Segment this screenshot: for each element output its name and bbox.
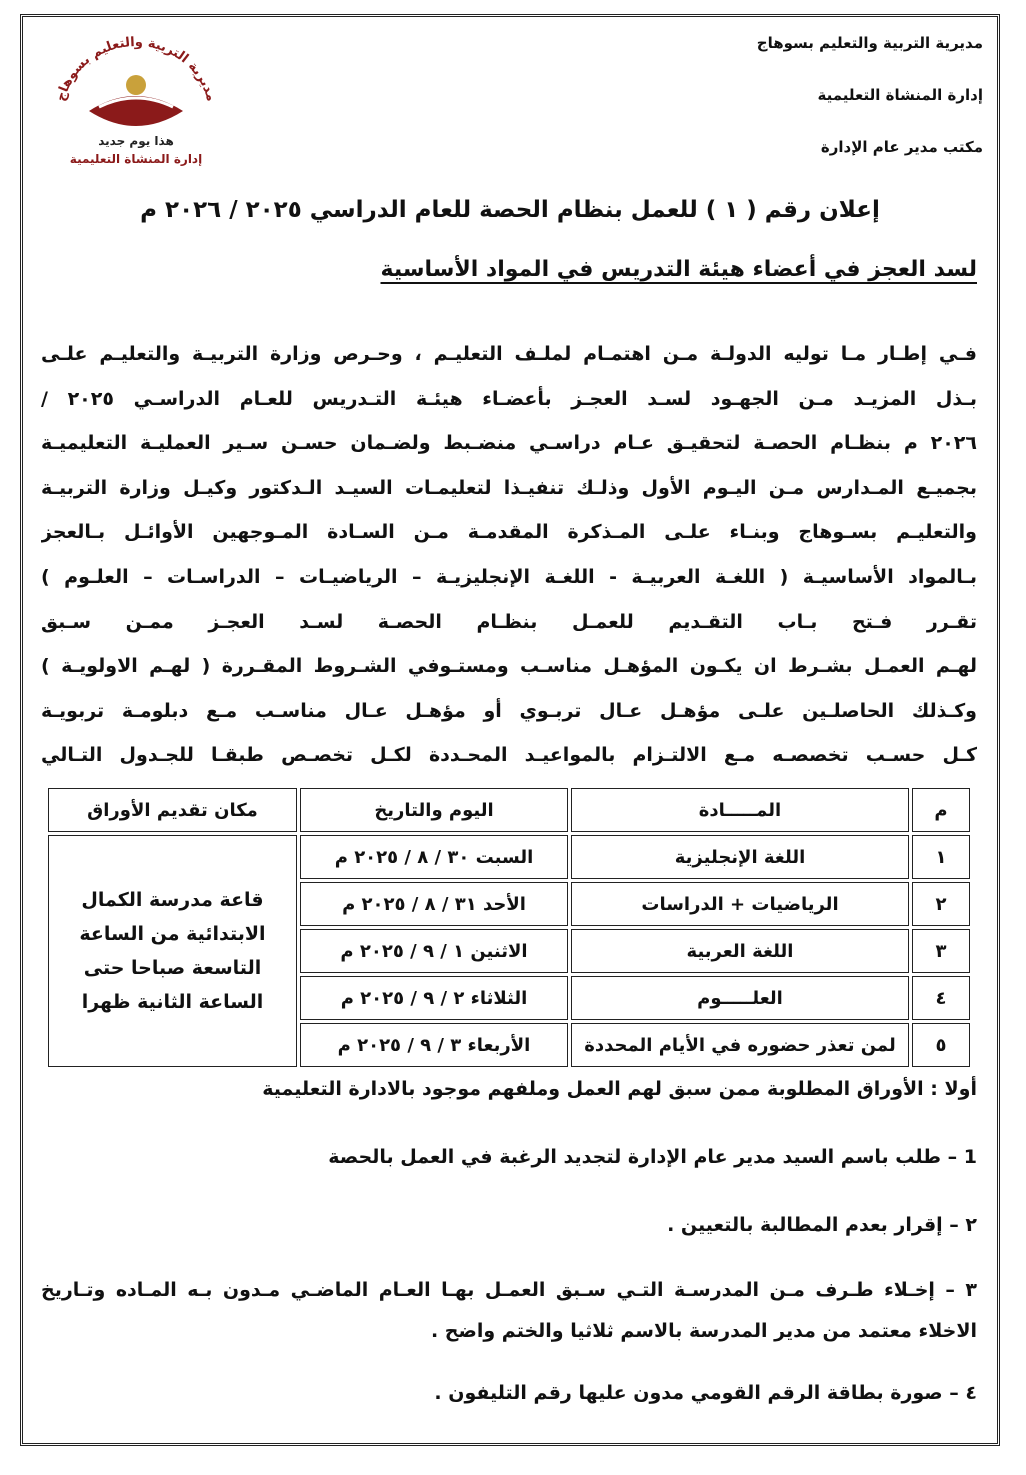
row-num: ٣ (912, 929, 970, 973)
letterhead (623, 25, 983, 181)
body-line: كـل حسـب تخصصـه مـع الالتـزام بالمواعيـد المحـددة لكـل تخصـص طبقـا للجـدول التـالي (41, 744, 977, 767)
row-num: ٢ (912, 882, 970, 926)
body-line: والتعليـم بسـوهاج وبنـاء علـى المـذكرة المقدمـة مـن السـادة المـوجهين الأوائـل بـالعجز (41, 521, 977, 544)
row-date: الأحد ٣١ / ٨ / ٢٠٢٥ م (300, 882, 568, 926)
document-page (20, 14, 1000, 1446)
announcement-subtitle: لسد العجز في أعضاء هيئة التدريس في المواد الأساسية (380, 257, 977, 282)
header-subject: المـــــادة (571, 788, 909, 832)
body-line: وكـذلك الحاصلـين علـى مؤهـل عـال تربـوي أو مؤهـل عـال مناسـب مـع دبلومـة تربويـة (41, 699, 977, 722)
row-subject: العلـــــوم (571, 976, 909, 1020)
header-date: اليوم والتاريخ (300, 788, 568, 832)
announcement-title: إعلان رقم ( ١ ) للعمل بنظام الحصة للعام الدراسي ٢٠٢٥ / ٢٠٢٦ م (140, 197, 880, 223)
row-date: الاثنين ١ / ٩ / ٢٠٢٥ م (300, 929, 568, 973)
requirements-heading: أولا : الأوراق المطلوبة ممن سبق لهم العمل وملفهم موجود بالادارة التعليمية (262, 1078, 977, 1100)
submission-place: قاعة مدرسة الكمال الابتدائية من الساعة التاسعة صباحا حتى الساعة الثانية ظهرا (48, 835, 297, 1067)
requirement-item: 1 – طلب باسم السيد مدير عام الإدارة لتجديد الرغبة في العمل بالحصة (328, 1146, 977, 1168)
requirement-item: ٢ – إقرار بعدم المطالبة بالتعيين . (667, 1214, 977, 1236)
row-num: ١ (912, 835, 970, 879)
row-subject: لمن تعذر حضوره في الأيام المحددة (571, 1023, 909, 1067)
requirement-item: ٤ – صورة بطاقة الرقم القومي مدون عليها رقم التليفون . (434, 1382, 977, 1404)
administration-name: إدارة المنشاة التعليمية (817, 86, 983, 104)
body-line: لهـم العمـل بشـرط ان يكـون المؤهـل مناسـب ومستـوفي الشـروط المقـررة ( لهـم الاولويـة ) (41, 655, 977, 678)
directorate-name: مديرية التربية والتعليم بسوهاج (756, 34, 983, 52)
row-num: ٤ (912, 976, 970, 1020)
requirement-item-continued: الاخلاء معتمد من مدير المدرسة بالاسم ثلاثيا والختم واضح . (430, 1320, 977, 1342)
torch-icon (126, 75, 146, 95)
row-date: الثلاثاء ٢ / ٩ / ٢٠٢٥ م (300, 976, 568, 1020)
directorate-logo (41, 23, 231, 173)
book-icon (89, 96, 183, 126)
office-name: مكتب مدير عام الإدارة (820, 138, 983, 156)
body-line: تقـرر فـتح بـاب التقـديم للعمـل بنظـام الحصـة لسـد العجـز ممـن سـبق (41, 610, 977, 633)
logo-bottom-text: إدارة المنشاة التعليمية (69, 152, 203, 166)
body-line: ٢٠٢٦ م بنظـام الحصـة لتحقيـق عـام دراسـي منضـبط ولضـمان حسـن سـير العمليـة التعليميـة (41, 432, 977, 455)
header-place: مكان تقديم الأوراق (48, 788, 297, 832)
row-date: السبت ٣٠ / ٨ / ٢٠٢٥ م (300, 835, 568, 879)
row-subject: اللغة الإنجليزية (571, 835, 909, 879)
table-header-row (48, 788, 970, 832)
logo-motto: هذا يوم جديد (98, 134, 174, 148)
body-line: فـي إطـار مـا توليه الدولـة مـن اهتمـام لملـف التعليـم ، وحـرص وزارة التربيـة والتعليـم علـى (41, 343, 977, 365)
announcement-body (41, 332, 977, 778)
requirements-section (41, 1067, 977, 1421)
header-num: م (912, 788, 970, 832)
row-num: ٥ (912, 1023, 970, 1067)
row-subject: الرياضيات + الدراسات (571, 882, 909, 926)
body-line: بجميـع المـدارس مـن اليـوم الأول وذلـك تنفيـذا لتعليمـات السيـد الـدكتور وكيـل وزارة التربيـة (41, 476, 977, 499)
body-line: بـالمواد الأساسيـة ( اللغـة العربيـة - اللغـة الإنجليزيـة – الرياضيـات – الدراسـات – العلـوم ) (41, 565, 977, 588)
row-subject: اللغة العربية (571, 929, 909, 973)
body-line: بـذل المزيـد مـن الجهـود لسـد العجـز بأعضـاء هيئـة التـدريس للعـام الدراسـي ٢٠٢٥ / (41, 387, 977, 410)
table-row (48, 835, 970, 879)
logo-arc-text: مديرية التربية والتعليم بسوهاج (53, 34, 219, 104)
requirement-item: ٣ – إخـلاء طـرف مـن المدرسـة التـي سـبق العمـل بهـا العـام الماضـي مـدون بـه المـاده وتـاريخ (41, 1279, 977, 1301)
row-date: الأربعاء ٣ / ٩ / ٢٠٢٥ م (300, 1023, 568, 1067)
schedule-table (45, 785, 973, 1070)
